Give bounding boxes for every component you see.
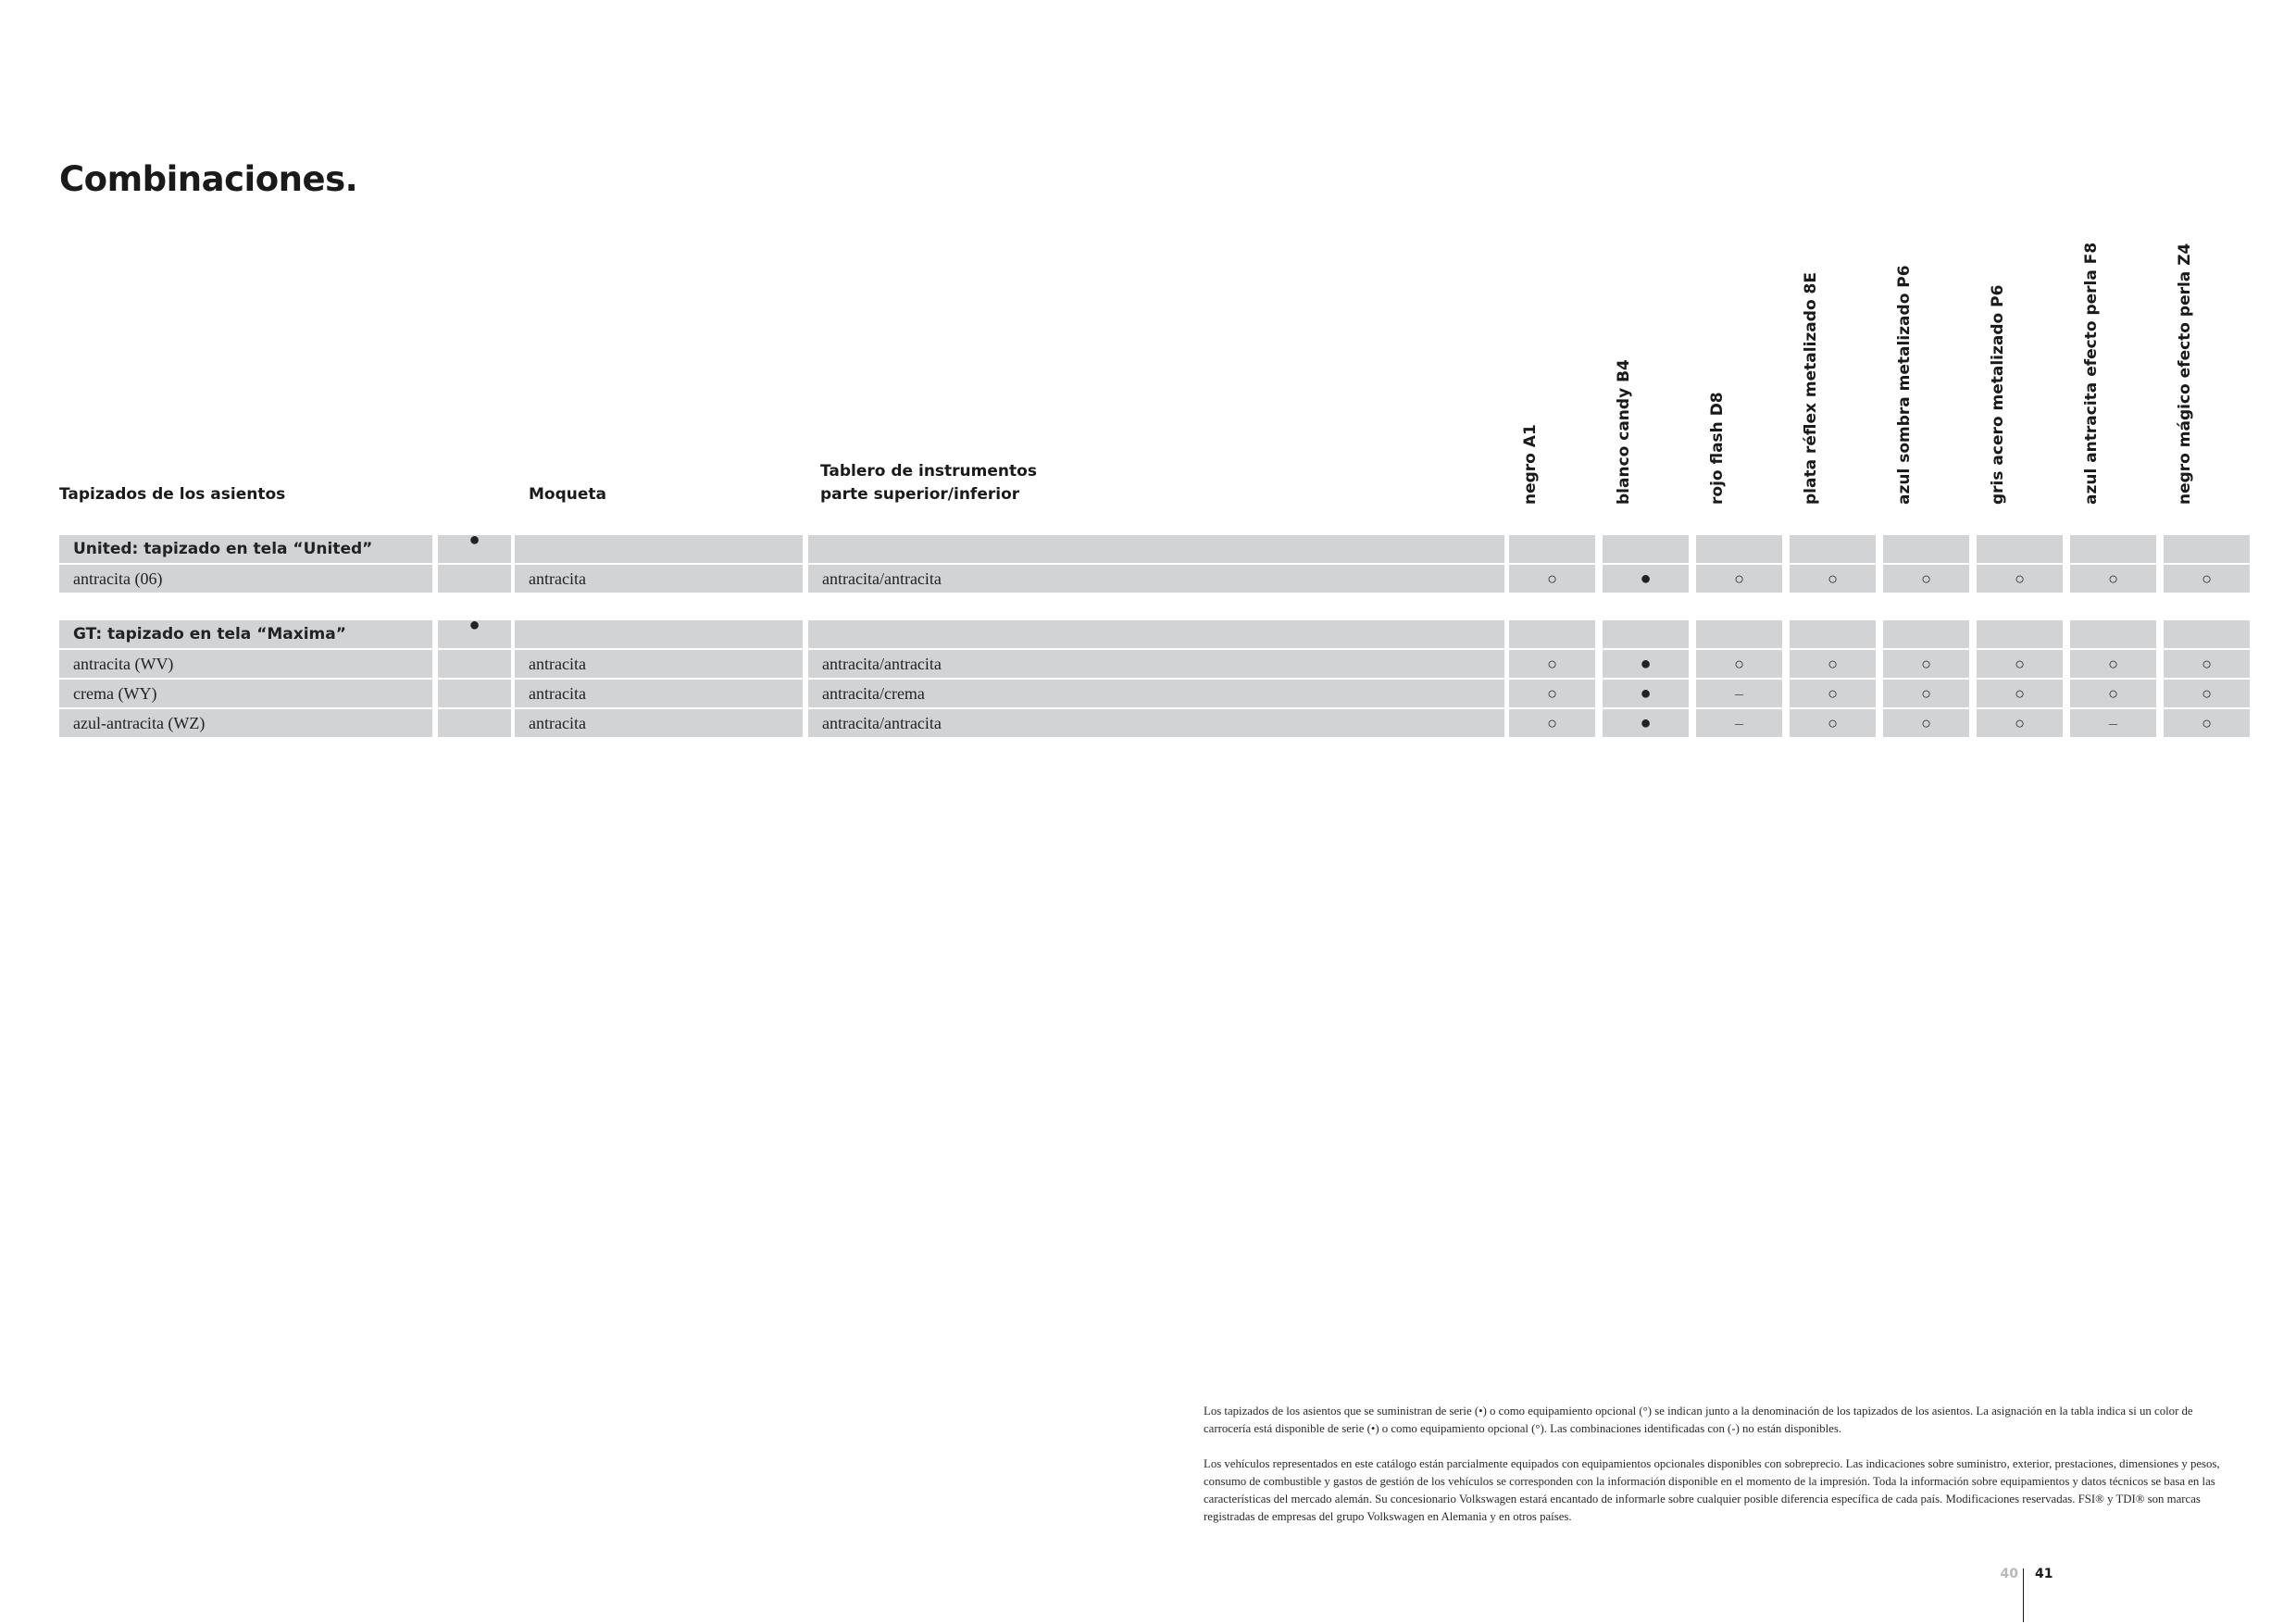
availability-mark: ○ xyxy=(1883,709,1969,737)
availability-mark: ○ xyxy=(1977,709,2063,737)
availability-mark: – xyxy=(1696,680,1782,707)
carpet-cell: antracita xyxy=(515,680,803,707)
availability-mark: ○ xyxy=(2070,565,2156,593)
standard-marker: ● xyxy=(468,615,480,635)
group-empty-cell xyxy=(1977,620,2063,648)
group-empty-cell xyxy=(1883,620,1969,648)
header-dashboard-line1: Tablero de instrumentos xyxy=(820,462,1037,481)
availability-mark: ○ xyxy=(1790,680,1876,707)
availability-mark: ○ xyxy=(1509,709,1595,737)
color-header-label: azul sombra metalizado P6 xyxy=(1894,265,1914,505)
availability-mark: ○ xyxy=(1883,565,1969,593)
group-empty-cell xyxy=(2164,535,2250,563)
color-header-label: azul antracita efecto perla F8 xyxy=(2081,242,2101,505)
availability-mark: ○ xyxy=(1977,565,2063,593)
color-header-label: gris acero metalizado P6 xyxy=(1988,284,2007,505)
color-header-label: negro A1 xyxy=(1520,424,1540,505)
page-number-left: 40 xyxy=(2000,1567,2018,1581)
group-empty-cell xyxy=(1509,620,1595,648)
color-header-label: blanco candy B4 xyxy=(1614,359,1633,505)
footnote-legend: Los tapizados de los asientos que se suministran de serie (•) o como equipamiento opcional (°) se indican junto a la denominación de los tapizados de los asientos. La asignación en la tabla indica si un color de carrocería está disponible de serie (•) o como equipamiento opcional (°). Las combinaciones identificadas con (-) no están disponibles. xyxy=(1204,1405,2193,1435)
page-number-right: 41 xyxy=(2035,1567,2053,1581)
marker-empty-cell xyxy=(438,650,511,678)
footnote-disclaimer: Los vehículos representados en este catálogo están parcialmente equipados con equipamientos opcionales disponibles con sobreprecio. Las indicaciones sobre suministro, exterior, prestaciones, dimensiones y pesos, consumo de combustible y gastos de gestión de los vehículos se corresponden con la información disponible en el momento de la impresión. Toda la información sobre equipamientos y datos técnicos se basa en las características del mercado alemán. Su concesionario Volkswagen estará encantado de informarle sobre cualquier posible diferencia específica de cada país. Modificaciones reservadas. FSI® y TDI® son marcas registradas de empresas del grupo Volkswagen en Alemania y en otros países. xyxy=(1204,1457,2220,1523)
availability-mark: ○ xyxy=(1509,680,1595,707)
group-empty-cell xyxy=(1883,535,1969,563)
seat-upholstery-cell: azul-antracita (WZ) xyxy=(59,709,432,737)
group-empty-cell xyxy=(808,620,1504,648)
color-header-label: plata réflex metalizado 8E xyxy=(1801,272,1820,505)
group-empty-cell xyxy=(1790,535,1876,563)
availability-mark: ● xyxy=(1603,709,1689,737)
group-standard-marker-cell xyxy=(438,530,511,563)
carpet-cell: antracita xyxy=(515,709,803,737)
availability-mark: ● xyxy=(1603,680,1689,707)
group-title: GT: tapizado en tela “Maxima” xyxy=(59,620,432,648)
header-dashboard xyxy=(820,460,1037,506)
group-empty-cell xyxy=(1790,620,1876,648)
group-empty-cell xyxy=(1603,620,1689,648)
standard-marker: ● xyxy=(468,530,480,550)
seat-upholstery-cell: crema (WY) xyxy=(59,680,432,707)
color-header-label: rojo flash D8 xyxy=(1707,392,1727,505)
availability-mark: ○ xyxy=(2164,680,2250,707)
group-empty-cell xyxy=(1603,535,1689,563)
availability-mark: – xyxy=(1696,709,1782,737)
page-number-divider xyxy=(2023,1568,2024,1622)
availability-mark: ○ xyxy=(1790,565,1876,593)
availability-mark: ○ xyxy=(1790,709,1876,737)
marker-empty-cell xyxy=(438,680,511,707)
availability-mark: ○ xyxy=(1696,565,1782,593)
availability-mark: ○ xyxy=(1790,650,1876,678)
availability-mark: ○ xyxy=(2164,650,2250,678)
seat-upholstery-cell: antracita (06) xyxy=(59,565,432,593)
availability-mark: ○ xyxy=(1509,565,1595,593)
marker-empty-cell xyxy=(438,709,511,737)
group-empty-cell xyxy=(1977,535,2063,563)
header-carpet: Moqueta xyxy=(529,485,606,504)
seat-upholstery-cell: antracita (WV) xyxy=(59,650,432,678)
carpet-cell: antracita xyxy=(515,650,803,678)
group-empty-cell xyxy=(1696,535,1782,563)
header-dashboard-line2: parte superior/inferior xyxy=(820,485,1020,504)
availability-mark: ○ xyxy=(1883,680,1969,707)
footnotes xyxy=(1204,1403,2240,1543)
availability-mark: ○ xyxy=(2070,680,2156,707)
group-empty-cell xyxy=(1509,535,1595,563)
color-header-label: negro mágico efecto perla Z4 xyxy=(2175,243,2194,505)
availability-mark: ○ xyxy=(2164,565,2250,593)
availability-mark: ● xyxy=(1603,565,1689,593)
availability-mark: – xyxy=(2070,709,2156,737)
availability-mark: ○ xyxy=(2070,650,2156,678)
group-empty-cell xyxy=(808,535,1504,563)
group-title: United: tapizado en tela “United” xyxy=(59,535,432,563)
dashboard-cell: antracita/crema xyxy=(808,680,1504,707)
group-empty-cell xyxy=(515,620,803,648)
group-empty-cell xyxy=(2070,620,2156,648)
group-empty-cell xyxy=(1696,620,1782,648)
group-empty-cell xyxy=(2070,535,2156,563)
availability-mark: ○ xyxy=(1883,650,1969,678)
dashboard-cell: antracita/antracita xyxy=(808,565,1504,593)
availability-mark: ● xyxy=(1603,650,1689,678)
page-title: Combinaciones. xyxy=(59,159,358,199)
group-empty-cell xyxy=(515,535,803,563)
availability-mark: ○ xyxy=(1509,650,1595,678)
availability-mark: ○ xyxy=(2164,709,2250,737)
dashboard-cell: antracita/antracita xyxy=(808,709,1504,737)
availability-mark: ○ xyxy=(1696,650,1782,678)
availability-mark: ○ xyxy=(1977,680,2063,707)
carpet-cell: antracita xyxy=(515,565,803,593)
availability-mark: ○ xyxy=(1977,650,2063,678)
group-standard-marker-cell xyxy=(438,615,511,648)
dashboard-cell: antracita/antracita xyxy=(808,650,1504,678)
header-seats: Tapizados de los asientos xyxy=(59,485,286,504)
group-empty-cell xyxy=(2164,620,2250,648)
marker-empty-cell xyxy=(438,565,511,593)
